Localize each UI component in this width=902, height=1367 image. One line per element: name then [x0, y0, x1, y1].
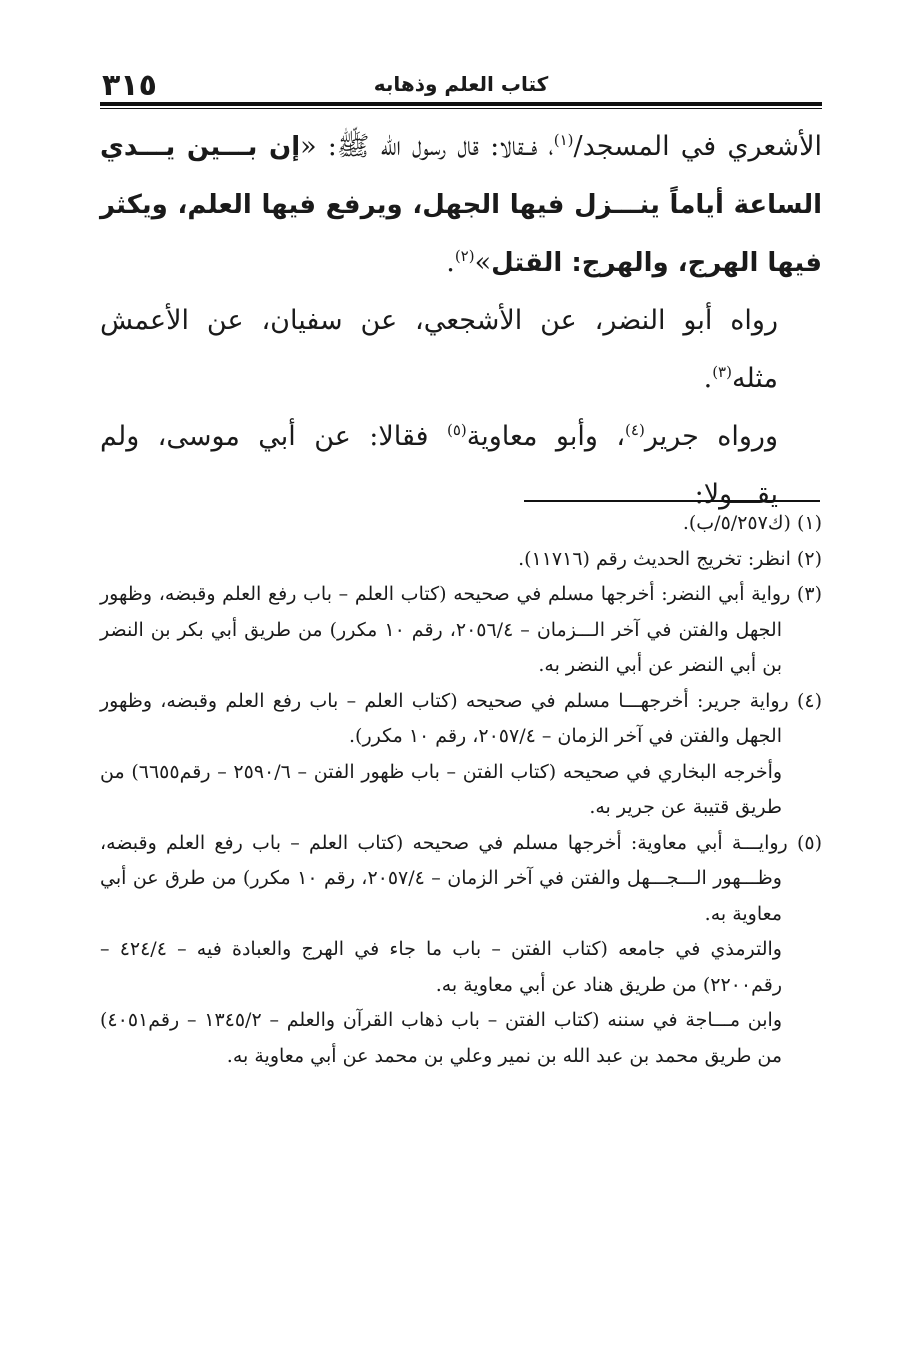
period: . — [703, 363, 713, 394]
paragraph-hadith — [100, 118, 822, 292]
footnote-ref-1: (١) — [553, 131, 574, 149]
footnote-5: (٥) روايـــة أبي معاوية: أخرجها مسلم في صحيحه (كتاب العلم – باب رفع العلم وقبضه، وظـــهور الـــجـــهل والفتن في آخر الزمان – ٢٠٥٧/٤، رقم ١٠ مكرر) من طرق عن أبي معاوية به. — [100, 831, 822, 925]
footnote-ref-5: (٥) — [446, 421, 467, 439]
footnote-ref-2: (٢) — [454, 247, 475, 265]
header-rule-thick — [100, 102, 822, 106]
page-header — [100, 64, 822, 104]
narration-text: ، فــقالا: قال رسول الله ﷺ: « — [300, 131, 554, 162]
header-rule-thin — [100, 108, 822, 109]
page-number: ٣١٥ — [102, 68, 157, 103]
footnote-5-continuation-ibn-majah: وابن مـــاجة في سننه (كتاب الفتن – باب ذهاب القرآن والعلم – ١٣٤٥/٢ – رقم٤٠٥١) من طريق محمد بن عبد الله بن نمير وعلي بن محمد عن أبي معاوية به. — [100, 1009, 783, 1067]
period: . — [446, 247, 455, 278]
footnote-4-continuation: وأخرجه البخاري في صحيحه (كتاب الفتن – باب ظهور الفتن – ٢٥٩٠/٦ – رقم٦٦٥٥) من طريق قتيبة عن جرير به. — [100, 760, 783, 818]
hadith-text: إن بـــين يـــدي الساعة أياماً ينـــزل فيها الجهل، ويرفع فيها العلم، ويكثر فيها الهرج، والهرج: القتل — [100, 132, 822, 278]
footnote-5-continuation-tirmidhi: والترمذي في جامعه (كتاب الفتن – باب ما جاء في الهرج والعبادة فيه – ٤٢٤/٤ – رقم٢٢٠٠) من طريق هناد عن أبي معاوية به. — [100, 938, 782, 996]
jarir-text-c: فقالا: عن أبي موسى، ولم يقـــولا: — [100, 421, 778, 510]
footnote-1: (١) (ك٥/٢٥٧/ب). — [682, 512, 822, 534]
running-title: كتاب العلم وذهابه — [373, 72, 549, 96]
abu-nadr-text: رواه أبو النضر، عن الأشجعي، عن سفيان، عن الأعمش مثله — [100, 305, 778, 394]
main-text — [100, 118, 822, 524]
footnote-4: (٤) رواية جرير: أخرجهـــا مسلم في صحيحه (كتاب العلم – باب رفع العلم وقبضه، وظهور الجهل والفتن في آخر الزمان – ٢٠٥٧/٤، رقم ١٠ مكرر). — [100, 689, 822, 747]
jarir-text-a: ورواه جرير — [644, 421, 778, 452]
footnote-2: (٢) انظر: تخريج الحديث رقم (١١٧١٦). — [518, 547, 822, 570]
footnote-ref-4: (٤) — [625, 421, 645, 439]
footnotes — [100, 500, 822, 1074]
intro-text: الأشعري في المسجد/ — [573, 131, 822, 162]
footnote-ref-3: (٣) — [712, 363, 732, 381]
jarir-text-b: ، وأبو معاوية — [466, 421, 626, 452]
paragraph-abu-nadr — [100, 292, 822, 408]
footnote-3: (٣) رواية أبي النضر: أخرجها مسلم في صحيحه (كتاب العلم – باب رفع العلم وقبضه، وظهور الجهل والفتن في آخر الـــزمان – ٢٠٥٦/٤، رقم ١٠ مكرر) من طريق أبي بكر بن النضر بن أبي النضر عن أبي النضر به. — [100, 583, 822, 676]
quote-close: » — [474, 247, 492, 278]
